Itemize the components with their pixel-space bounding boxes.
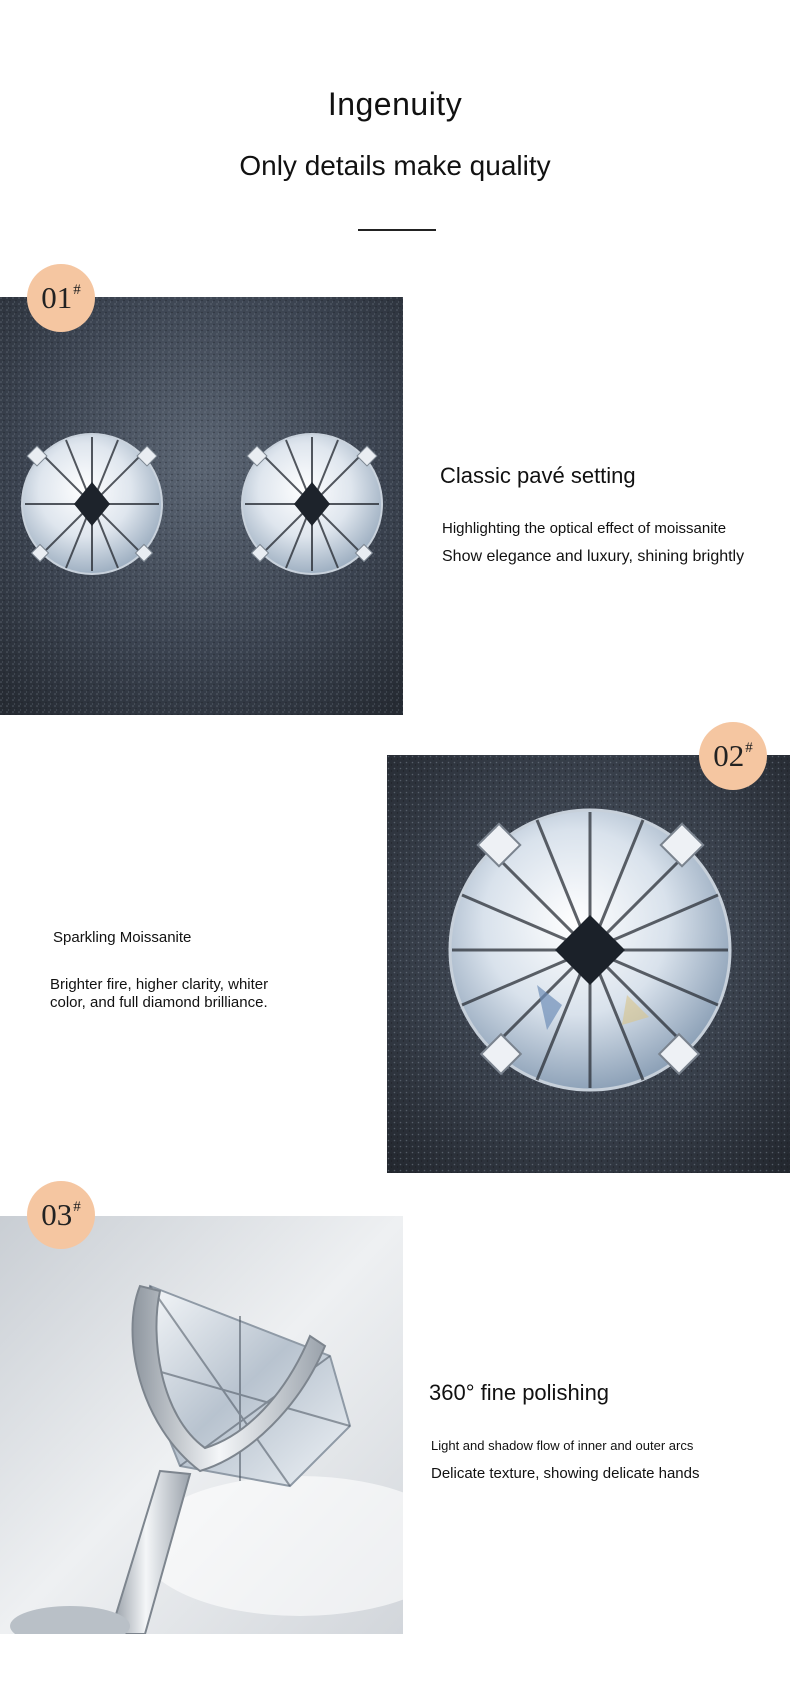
earring-pair-photo [0,297,403,715]
section-1-badge [27,264,95,332]
section-1-badge-number: 01 [41,280,73,315]
page-subtitle: Only details make quality [239,150,551,181]
section-2-badge-number: 02 [713,738,745,773]
v-setting-side-photo [0,1216,403,1634]
section-1-line-1: Highlighting the optical effect of moissanite [442,520,727,537]
section-3-line-2: Delicate texture, showing delicate hands [431,1465,700,1482]
section-1-heading: Classic pavé setting [440,463,636,488]
section-3-badge [27,1181,95,1249]
section-2-badge-mark: # [745,739,753,756]
section-3-heading: 360° fine polishing [429,1380,610,1405]
section-2-badge [699,722,767,790]
section-3-badge-number: 03 [41,1197,73,1232]
section-2-heading: Sparkling Moissanite [53,929,192,946]
earring-closeup-photo [387,755,790,1173]
page-title: Ingenuity [327,86,463,122]
section-1-line-2: Show elegance and luxury, shining brightly [442,548,745,565]
section-3-badge-mark: # [73,1198,81,1215]
section-2-paragraph: Brighter fire, higher clarity, whiter color, and full diamond brilliance. [50,976,269,1011]
section-3-line-1: Light and shadow flow of inner and outer arcs [431,1438,694,1453]
section-1-badge-mark: # [73,281,81,298]
title-divider [358,229,436,231]
